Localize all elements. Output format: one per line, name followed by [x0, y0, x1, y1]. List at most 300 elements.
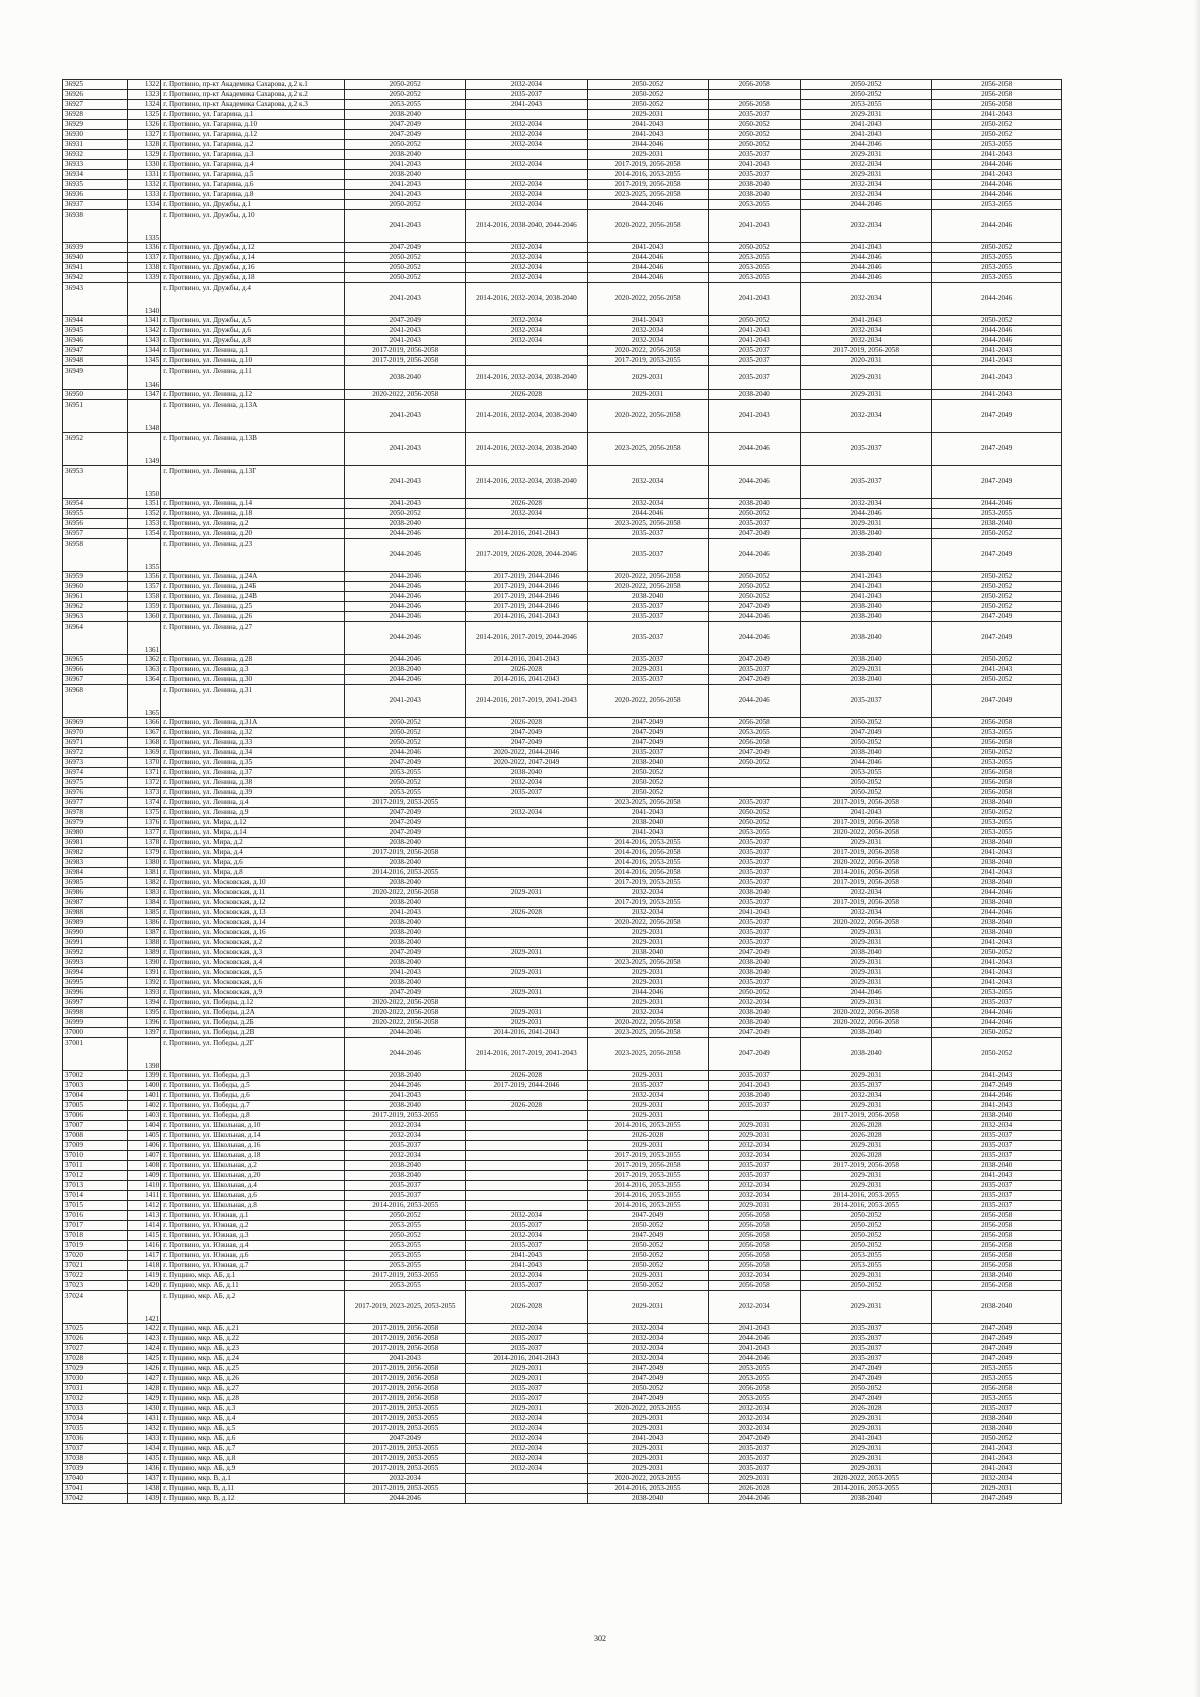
row-number: 36938 — [63, 210, 128, 243]
period-cell: 2053-2055 — [932, 1394, 1062, 1404]
period-cell: 2047-2049 — [932, 539, 1062, 572]
period-cell: 2032-2034 — [466, 1211, 587, 1221]
period-cell — [466, 798, 587, 808]
object-code: 1347 — [127, 390, 160, 400]
table-row — [63, 140, 1062, 150]
row-number: 36990 — [63, 928, 128, 938]
period-cell: 2038-2040 — [932, 898, 1062, 908]
row-number: 36998 — [63, 1008, 128, 1018]
period-cell: 2050-2052 — [932, 655, 1062, 665]
table-row — [63, 200, 1062, 210]
period-cell: 2026-2028 — [587, 1131, 708, 1141]
object-code: 1364 — [127, 675, 160, 685]
address: г. Протвино, ул. Победы, д.8 — [161, 1111, 345, 1121]
period-cell: 2050-2052 — [932, 602, 1062, 612]
period-cell: 2017-2019, 2044-2046 — [466, 592, 587, 602]
period-cell: 2050-2052 — [345, 273, 466, 283]
period-cell: 2050-2052 — [800, 1221, 932, 1231]
object-code: 1325 — [127, 110, 160, 120]
object-code: 1407 — [127, 1151, 160, 1161]
table-row — [63, 1334, 1062, 1344]
period-cell: 2056-2058 — [932, 1231, 1062, 1241]
period-cell: 2050-2052 — [932, 243, 1062, 253]
row-number: 37027 — [63, 1344, 128, 1354]
period-cell: 2044-2046 — [932, 1008, 1062, 1018]
row-number: 37015 — [63, 1201, 128, 1211]
period-cell: 2050-2052 — [932, 582, 1062, 592]
period-cell: 2014-2016, 2053-2055 — [345, 868, 466, 878]
object-code: 1432 — [127, 1424, 160, 1434]
object-code: 1430 — [127, 1404, 160, 1414]
object-code: 1355 — [127, 539, 160, 572]
address: г. Пущино, мкр. АБ, д.25 — [161, 1364, 345, 1374]
table-row — [63, 898, 1062, 908]
period-cell: 2014-2016, 2053-2055 — [800, 1191, 932, 1201]
address: г. Протвино, ул. Московская, д.9 — [161, 988, 345, 998]
period-cell: 2029-2031 — [587, 1291, 708, 1324]
period-cell: 2029-2031 — [800, 1171, 932, 1181]
period-cell: 2029-2031 — [800, 665, 932, 675]
row-number: 37022 — [63, 1271, 128, 1281]
period-cell: 2017-2019, 2056-2058 — [587, 180, 708, 190]
address: г. Протвино, ул. Школьная, д.8 — [161, 1201, 345, 1211]
address: г. Протвино, ул. Южная, д.1 — [161, 1211, 345, 1221]
table-row — [63, 778, 1062, 788]
period-cell: 2038-2040 — [708, 390, 800, 400]
period-cell: 2038-2040 — [800, 748, 932, 758]
period-cell: 2032-2034 — [932, 1474, 1062, 1484]
period-cell: 2035-2037 — [587, 1081, 708, 1091]
period-cell: 2041-2043 — [932, 366, 1062, 390]
period-cell: 2038-2040 — [800, 1038, 932, 1071]
address: г. Протвино, ул. Ленина, д.20 — [161, 529, 345, 539]
period-cell: 2041-2043 — [345, 466, 466, 499]
period-cell: 2038-2040 — [708, 190, 800, 200]
period-cell: 2038-2040 — [800, 612, 932, 622]
period-cell: 2047-2049 — [932, 1324, 1062, 1334]
period-cell: 2029-2031 — [800, 958, 932, 968]
period-cell: 2044-2046 — [708, 466, 800, 499]
period-cell: 2026-2028 — [466, 390, 587, 400]
table-row — [63, 738, 1062, 748]
row-number: 37038 — [63, 1454, 128, 1464]
period-cell: 2038-2040 — [345, 1161, 466, 1171]
period-cell: 2053-2055 — [932, 1364, 1062, 1374]
period-cell: 2041-2043 — [587, 808, 708, 818]
period-cell: 2014-2016, 2041-2043 — [466, 612, 587, 622]
period-cell: 2035-2037 — [708, 170, 800, 180]
period-cell: 2050-2052 — [345, 140, 466, 150]
period-cell: 2035-2037 — [708, 798, 800, 808]
object-code: 1438 — [127, 1484, 160, 1494]
period-cell: 2044-2046 — [345, 748, 466, 758]
period-cell: 2029-2031 — [587, 998, 708, 1008]
period-cell: 2017-2019, 2044-2046 — [466, 1081, 587, 1091]
period-cell: 2041-2043 — [466, 1261, 587, 1271]
period-cell: 2035-2037 — [932, 1404, 1062, 1414]
period-cell: 2047-2049 — [587, 738, 708, 748]
period-cell: 2032-2034 — [466, 180, 587, 190]
period-cell: 2014-2016, 2053-2055 — [587, 1191, 708, 1201]
row-number: 37026 — [63, 1334, 128, 1344]
period-cell: 2032-2034 — [800, 190, 932, 200]
period-cell: 2050-2052 — [932, 1028, 1062, 1038]
period-cell: 2017-2019, 2053-2055 — [345, 1111, 466, 1121]
period-cell: 2044-2046 — [345, 622, 466, 655]
address: г. Протвино, ул. Ленина, д.14 — [161, 499, 345, 509]
period-cell: 2050-2052 — [708, 592, 800, 602]
period-cell: 2035-2037 — [932, 998, 1062, 1008]
object-code: 1409 — [127, 1171, 160, 1181]
period-cell: 2038-2040 — [345, 878, 466, 888]
address: г. Протвино, ул. Мира, д.6 — [161, 858, 345, 868]
object-code: 1415 — [127, 1231, 160, 1241]
period-cell: 2053-2055 — [932, 828, 1062, 838]
table-row — [63, 818, 1062, 828]
object-code: 1401 — [127, 1091, 160, 1101]
object-code: 1428 — [127, 1384, 160, 1394]
period-cell: 2017-2019, 2056-2058 — [345, 848, 466, 858]
period-cell: 2017-2019, 2056-2058 — [800, 1111, 932, 1121]
row-number: 36944 — [63, 316, 128, 326]
row-number: 37041 — [63, 1484, 128, 1494]
period-cell: 2044-2046 — [708, 622, 800, 655]
period-cell: 2038-2040 — [800, 1028, 932, 1038]
period-cell: 2047-2049 — [345, 808, 466, 818]
period-cell: 2032-2034 — [587, 1008, 708, 1018]
object-code: 1373 — [127, 788, 160, 798]
table-row — [63, 336, 1062, 346]
period-cell: 2053-2055 — [708, 1374, 800, 1384]
row-number: 36993 — [63, 958, 128, 968]
period-cell: 2056-2058 — [932, 90, 1062, 100]
object-code: 1372 — [127, 778, 160, 788]
address: г. Протвино, ул. Московская, д.3 — [161, 948, 345, 958]
table-row — [63, 263, 1062, 273]
period-cell: 2017-2019, 2056-2058 — [345, 1324, 466, 1334]
period-cell: 2032-2034 — [800, 888, 932, 898]
period-cell: 2035-2037 — [587, 748, 708, 758]
table-row — [63, 1454, 1062, 1464]
address: г. Протвино, ул. Московская, д.11 — [161, 888, 345, 898]
period-cell: 2035-2037 — [708, 898, 800, 908]
period-cell: 2014-2016, 2032-2034, 2038-2040 — [466, 433, 587, 466]
table-row — [63, 1404, 1062, 1414]
period-cell: 2014-2016, 2053-2055 — [587, 1484, 708, 1494]
period-cell: 2047-2049 — [800, 1374, 932, 1384]
row-number: 36952 — [63, 433, 128, 466]
table-row — [63, 433, 1062, 466]
table-row — [63, 150, 1062, 160]
period-cell — [466, 1201, 587, 1211]
period-cell: 2053-2055 — [932, 140, 1062, 150]
row-number: 36937 — [63, 200, 128, 210]
object-code: 1366 — [127, 718, 160, 728]
address: г. Протвино, ул. Ленина, д.24А — [161, 572, 345, 582]
table-body — [63, 80, 1062, 1504]
period-cell: 2023-2025, 2056-2058 — [587, 1038, 708, 1071]
period-cell: 2056-2058 — [708, 1261, 800, 1271]
period-cell: 2023-2025, 2056-2058 — [587, 519, 708, 529]
object-code: 1322 — [127, 80, 160, 90]
period-cell: 2056-2058 — [932, 1221, 1062, 1231]
period-cell: 2035-2037 — [708, 519, 800, 529]
object-code: 1380 — [127, 858, 160, 868]
table-row — [63, 888, 1062, 898]
period-cell — [466, 1181, 587, 1191]
period-cell: 2035-2037 — [708, 868, 800, 878]
table-row — [63, 848, 1062, 858]
table-row — [63, 828, 1062, 838]
object-code: 1334 — [127, 200, 160, 210]
address: г. Протвино, ул. Гагарина, д.10 — [161, 120, 345, 130]
period-cell: 2038-2040 — [800, 529, 932, 539]
object-code: 1414 — [127, 1221, 160, 1231]
period-cell: 2014-2016, 2053-2055 — [587, 838, 708, 848]
period-cell: 2029-2031 — [708, 1474, 800, 1484]
period-cell: 2014-2016, 2053-2055 — [800, 1484, 932, 1494]
period-cell: 2032-2034 — [587, 1334, 708, 1344]
object-code: 1329 — [127, 150, 160, 160]
address: г. Протвино, ул. Ленина, д.31А — [161, 718, 345, 728]
address: г. Протвино, ул. Московская, д.12 — [161, 898, 345, 908]
period-cell: 2041-2043 — [932, 958, 1062, 968]
table-row — [63, 110, 1062, 120]
period-cell: 2017-2019, 2053-2055 — [345, 1464, 466, 1474]
period-cell: 2032-2034 — [708, 1414, 800, 1424]
table-row — [63, 1191, 1062, 1201]
period-cell: 2035-2037 — [932, 1181, 1062, 1191]
period-cell: 2053-2055 — [345, 100, 466, 110]
address: г. Пущино, мкр. АБ, д.2 — [161, 1291, 345, 1324]
row-number: 37004 — [63, 1091, 128, 1101]
period-cell: 2050-2052 — [708, 572, 800, 582]
table-row — [63, 958, 1062, 968]
period-cell: 2029-2031 — [800, 366, 932, 390]
row-number: 37034 — [63, 1414, 128, 1424]
row-number: 36961 — [63, 592, 128, 602]
period-cell: 2041-2043 — [345, 400, 466, 433]
period-cell: 2053-2055 — [345, 788, 466, 798]
object-code: 1425 — [127, 1354, 160, 1364]
period-cell — [466, 1111, 587, 1121]
period-cell: 2032-2034 — [466, 140, 587, 150]
period-cell: 2023-2025, 2056-2058 — [587, 958, 708, 968]
object-code: 1365 — [127, 685, 160, 718]
period-cell: 2047-2049 — [587, 1374, 708, 1384]
period-cell: 2038-2040 — [932, 838, 1062, 848]
row-number: 36984 — [63, 868, 128, 878]
period-cell: 2020-2022, 2056-2058 — [345, 1018, 466, 1028]
address: г. Протвино, ул. Гагарина, д.6 — [161, 180, 345, 190]
object-code: 1433 — [127, 1434, 160, 1444]
period-cell — [466, 170, 587, 180]
period-cell: 2017-2019, 2053-2055 — [587, 1151, 708, 1161]
row-number: 36991 — [63, 938, 128, 948]
table-row — [63, 948, 1062, 958]
period-cell: 2041-2043 — [932, 1071, 1062, 1081]
object-code: 1411 — [127, 1191, 160, 1201]
period-cell: 2029-2031 — [587, 1071, 708, 1081]
object-code: 1385 — [127, 908, 160, 918]
period-cell: 2038-2040 — [587, 1494, 708, 1504]
period-cell: 2044-2046 — [345, 1494, 466, 1504]
address: г. Протвино, ул. Школьная, д.14 — [161, 1131, 345, 1141]
period-cell: 2044-2046 — [800, 988, 932, 998]
row-number: 36981 — [63, 838, 128, 848]
period-cell: 2029-2031 — [587, 938, 708, 948]
object-code: 1418 — [127, 1261, 160, 1271]
object-code: 1351 — [127, 499, 160, 509]
period-cell: 2032-2034 — [466, 253, 587, 263]
period-cell: 2017-2019, 2053-2055 — [345, 1424, 466, 1434]
period-cell: 2035-2037 — [466, 90, 587, 100]
period-cell: 2026-2028 — [466, 1101, 587, 1111]
object-code: 1387 — [127, 928, 160, 938]
period-cell: 2038-2040 — [345, 918, 466, 928]
period-cell: 2026-2028 — [800, 1121, 932, 1131]
address: г. Пущино, мкр. АБ, д.9 — [161, 1464, 345, 1474]
period-cell: 2029-2031 — [932, 1484, 1062, 1494]
period-cell: 2038-2040 — [345, 928, 466, 938]
row-number: 37010 — [63, 1151, 128, 1161]
period-cell: 2044-2046 — [932, 326, 1062, 336]
period-cell: 2041-2043 — [345, 326, 466, 336]
period-cell: 2056-2058 — [708, 1251, 800, 1261]
address: г. Протвино, ул. Победы, д.3 — [161, 1071, 345, 1081]
period-cell: 2029-2031 — [587, 665, 708, 675]
period-cell: 2017-2019, 2053-2055 — [345, 1271, 466, 1281]
row-number: 37006 — [63, 1111, 128, 1121]
object-code: 1370 — [127, 758, 160, 768]
period-cell: 2020-2022, 2056-2058 — [345, 390, 466, 400]
table-row — [63, 1028, 1062, 1038]
row-number: 37001 — [63, 1038, 128, 1071]
period-cell: 2032-2034 — [708, 1271, 800, 1281]
period-cell: 2032-2034 — [466, 263, 587, 273]
period-cell: 2029-2031 — [800, 838, 932, 848]
period-cell: 2050-2052 — [800, 1231, 932, 1241]
period-cell: 2050-2052 — [708, 316, 800, 326]
table-row — [63, 1434, 1062, 1444]
period-cell: 2044-2046 — [932, 160, 1062, 170]
address: г. Протвино, ул. Ленина, д.28 — [161, 655, 345, 665]
address: г. Протвино, ул. Гагарина, д.3 — [161, 150, 345, 160]
object-code: 1378 — [127, 838, 160, 848]
period-cell: 2035-2037 — [345, 1181, 466, 1191]
table-row — [63, 1261, 1062, 1271]
period-cell: 2050-2052 — [708, 988, 800, 998]
period-cell: 2041-2043 — [345, 210, 466, 243]
period-cell: 2035-2037 — [800, 1334, 932, 1344]
object-code: 1391 — [127, 968, 160, 978]
period-cell: 2032-2034 — [800, 499, 932, 509]
period-cell: 2041-2043 — [466, 100, 587, 110]
period-cell — [466, 1131, 587, 1141]
table-row — [63, 1444, 1062, 1454]
period-cell: 2017-2019, 2056-2058 — [345, 1344, 466, 1354]
period-cell: 2041-2043 — [932, 848, 1062, 858]
period-cell: 2038-2040 — [345, 110, 466, 120]
period-cell: 2014-2016, 2056-2058 — [587, 848, 708, 858]
row-number: 37024 — [63, 1291, 128, 1324]
table-row — [63, 1394, 1062, 1404]
address: г. Пущино, мкр. В, д.11 — [161, 1484, 345, 1494]
period-cell: 2029-2031 — [800, 1291, 932, 1324]
period-cell: 2050-2052 — [708, 140, 800, 150]
row-number: 36934 — [63, 170, 128, 180]
period-cell: 2017-2019, 2053-2055 — [345, 1484, 466, 1494]
period-cell: 2038-2040 — [345, 898, 466, 908]
period-cell: 2041-2043 — [800, 1434, 932, 1444]
period-cell: 2017-2019, 2056-2058 — [800, 898, 932, 908]
address: г. Протвино, ул. Гагарина, д.8 — [161, 190, 345, 200]
period-cell: 2038-2040 — [587, 592, 708, 602]
period-cell: 2035-2037 — [708, 978, 800, 988]
object-code: 1332 — [127, 180, 160, 190]
period-cell: 2035-2037 — [587, 655, 708, 665]
address: г. Протвино, ул. Ленина, д.24В — [161, 592, 345, 602]
period-cell: 2032-2034 — [587, 1091, 708, 1101]
address: г. Протвино, ул. Южная, д.7 — [161, 1261, 345, 1271]
repair-schedule-table — [62, 79, 1062, 1504]
period-cell: 2020-2022, 2056-2058 — [800, 1018, 932, 1028]
row-number: 36999 — [63, 1018, 128, 1028]
period-cell: 2017-2019, 2056-2058 — [345, 356, 466, 366]
address: г. Протвино, ул. Дружбы, д.8 — [161, 336, 345, 346]
period-cell: 2032-2034 — [800, 336, 932, 346]
address: г. Протвино, ул. Ленина, д.30 — [161, 675, 345, 685]
period-cell: 2050-2052 — [587, 90, 708, 100]
period-cell: 2047-2049 — [345, 120, 466, 130]
table-row — [63, 748, 1062, 758]
period-cell: 2035-2037 — [708, 928, 800, 938]
period-cell: 2041-2043 — [800, 316, 932, 326]
object-code: 1342 — [127, 326, 160, 336]
period-cell: 2047-2049 — [345, 988, 466, 998]
period-cell: 2035-2037 — [587, 675, 708, 685]
table-row — [63, 100, 1062, 110]
period-cell: 2050-2052 — [800, 90, 932, 100]
period-cell: 2032-2034 — [800, 908, 932, 918]
table-row — [63, 326, 1062, 336]
address: г. Пущино, мкр. АБ, д.28 — [161, 1394, 345, 1404]
period-cell: 2041-2043 — [708, 326, 800, 336]
period-cell: 2041-2043 — [932, 968, 1062, 978]
period-cell: 2038-2040 — [345, 170, 466, 180]
period-cell: 2032-2034 — [466, 1434, 587, 1444]
object-code: 1397 — [127, 1028, 160, 1038]
address: г. Протвино, ул. Ленина, д.3 — [161, 665, 345, 675]
table-row — [63, 798, 1062, 808]
period-cell: 2044-2046 — [800, 263, 932, 273]
period-cell: 2041-2043 — [800, 808, 932, 818]
period-cell: 2032-2034 — [466, 160, 587, 170]
object-code: 1361 — [127, 622, 160, 655]
period-cell: 2032-2034 — [708, 1424, 800, 1434]
address: г. Протвино, ул. Ленина, д.39 — [161, 788, 345, 798]
row-number: 36932 — [63, 150, 128, 160]
period-cell: 2053-2055 — [932, 200, 1062, 210]
row-number: 36933 — [63, 160, 128, 170]
period-cell: 2014-2016, 2032-2034, 2038-2040 — [466, 466, 587, 499]
period-cell: 2047-2049 — [932, 466, 1062, 499]
period-cell: 2032-2034 — [800, 180, 932, 190]
table-row — [63, 1171, 1062, 1181]
table-row — [63, 1251, 1062, 1261]
table-row — [63, 1344, 1062, 1354]
period-cell — [708, 768, 800, 778]
